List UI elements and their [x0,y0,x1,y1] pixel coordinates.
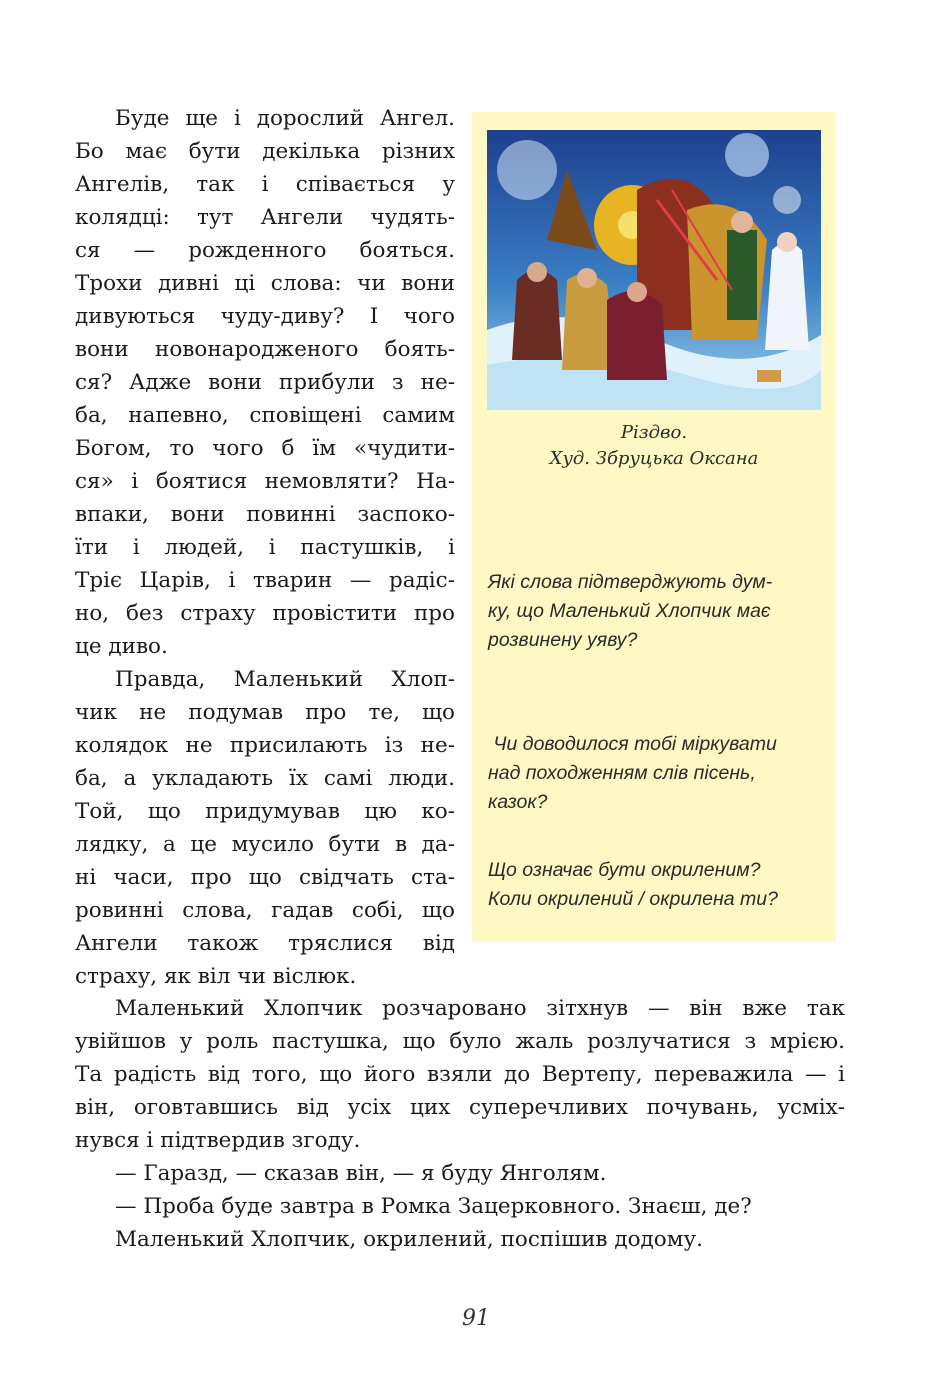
left-text-column [75,102,455,993]
text-line: ба, а укладають їх самі люди. [75,766,455,791]
caption-title: Різдво. [620,422,688,443]
text-line: Та радість від того, що його взяли до Вертепу, переважила — і [75,1062,845,1087]
text-line: ба, напевно, сповіщені самим [75,403,455,428]
text-line: це диво. [75,634,168,659]
question-line: Які слова підтверджують дум- [488,571,773,593]
text-line: колядок не присилають із не- [75,733,455,758]
text-line: увійшов у роль пастушка, що було жаль розлучатися з мрією. [75,1029,845,1054]
sidebar-panel [472,112,836,942]
painting-caption [472,420,836,472]
text-line: ровинні слова, гадав собі, що [75,898,455,923]
text-line: їти і людей, і пастушків, і [75,535,455,560]
text-line: вони новонародженого боять- [75,337,455,362]
question-line: Що означає бути окриленим? [488,859,761,881]
text-line: Маленький Хлопчик розчаровано зітхнув — він вже так [115,996,845,1021]
text-line: нувся і підтвердив згоду. [75,1128,361,1153]
text-line: Маленький Хлопчик, окрилений, поспішив додому. [115,1227,703,1252]
question-line: Коли окрилений / окрилена ти? [488,888,778,910]
text-line: Трохи дивні ці слова: чи вони [75,271,455,296]
text-line: Тріє Царів, і тварин — радіс- [75,568,455,593]
full-width-text [75,992,845,1256]
text-line: лядку, а це мусило бути в да- [75,832,455,857]
question-line: над походженням слів пісень, [488,762,756,784]
text-line: Правда, Маленький Хлоп- [115,667,455,692]
question-2 [488,730,828,817]
question-1 [488,568,828,655]
text-line: Ангели також тряслися від [75,931,455,956]
text-line: Той, що придумував цю ко- [75,799,455,824]
text-line: ся — рожденного бояться. [75,238,455,263]
text-line: страху, як віл чи віслюк. [75,964,357,989]
text-line: ні часи, про що свідчать ста- [75,865,455,890]
christmas-painting [487,130,821,410]
caption-artist: Худ. Збруцька Оксана [549,448,759,469]
question-line: казок? [488,791,548,813]
question-3 [488,856,828,914]
text-line: він, оговтавшись від усіх цих суперечливих почувань, усміх- [75,1095,845,1120]
text-line: Ангелів, так і співається у [75,172,455,197]
page-number: 91 [462,1306,490,1331]
dialogue-line: — Проба буде завтра в Ромка Зацерковного. Знаєш, де? [115,1194,752,1219]
question-line: розвинену уяву? [488,629,638,651]
text-line: ся» і боятися немовляти? На- [75,469,455,494]
dialogue-line: — Гаразд, — сказав він, — я буду Янголям. [115,1161,607,1186]
question-line: ку, що Маленький Хлопчик має [488,600,771,622]
text-line: но, без страху провістити про [75,601,455,626]
text-line: Бо має бути декілька різних [75,139,455,164]
text-line: чик не подумав про те, що [75,700,455,725]
text-line: колядці: тут Ангели чудять- [75,205,455,230]
text-line: Богом, то чого б їм «чудити- [75,436,455,461]
question-line: Чи доводилося тобі міркувати [488,733,777,755]
text-line: впаки, вони повинні заспоко- [75,502,455,527]
text-line: Буде ще і дорослий Ангел. [115,106,455,131]
text-line: дивуються чуду-диву? І чого [75,304,455,329]
text-line: ся? Адже вони прибули з не- [75,370,455,395]
